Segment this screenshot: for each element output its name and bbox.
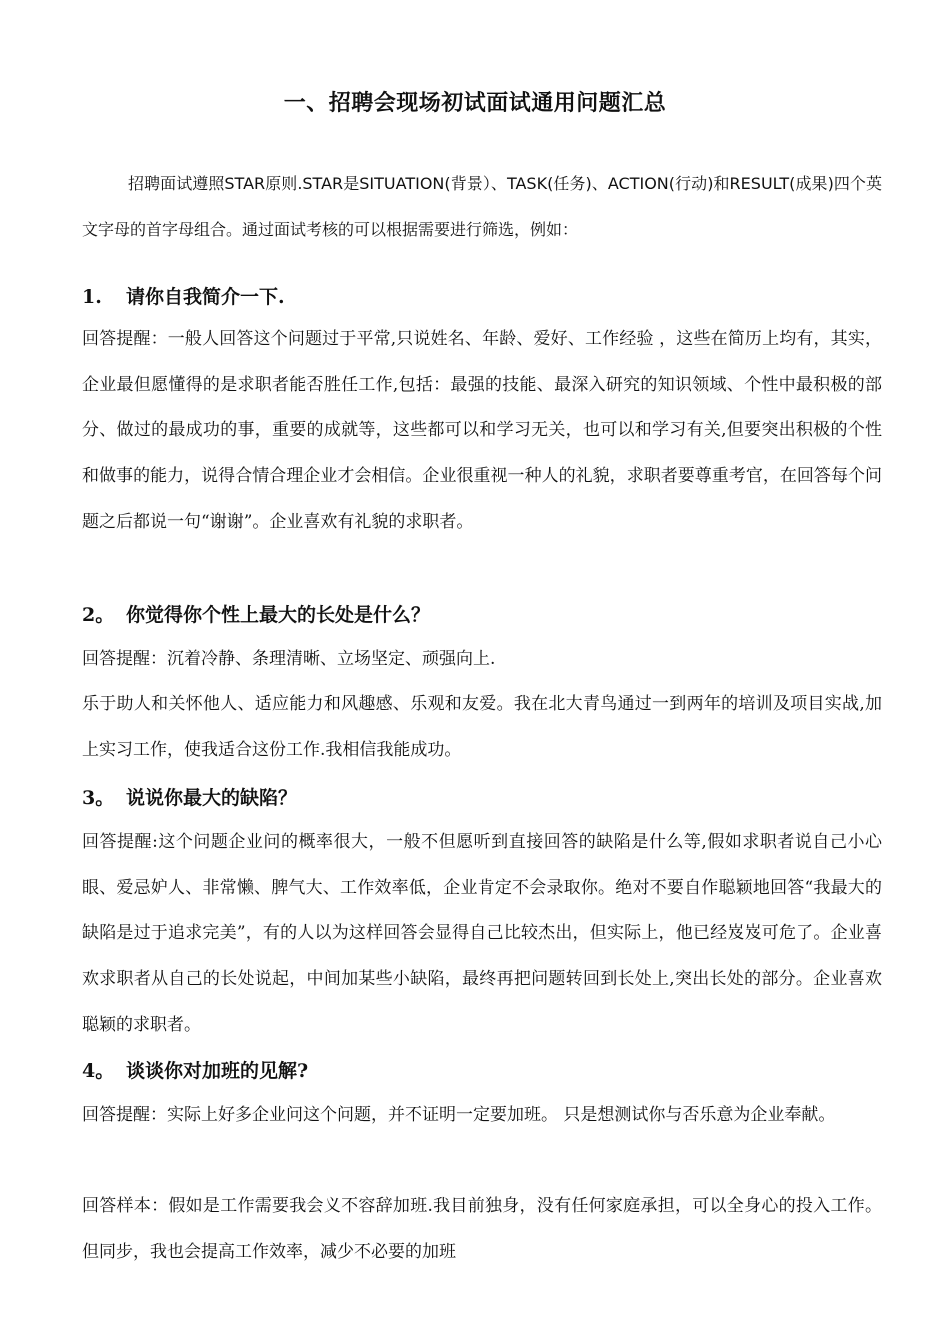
question-2-heading	[82, 600, 882, 630]
question-4-answer-sample: 回答样本：假如是工作需要我会义不容辞加班.我目前独身，没有任何家庭承担，可以全身心的投入工作。但同步，我也会提高工作效率，减少不必要的加班	[82, 1196, 882, 1262]
document-title: 一、招聘会现场初试面试通用问题汇总	[283, 90, 667, 116]
question-4-heading	[82, 1056, 882, 1086]
question-3-heading	[82, 783, 882, 813]
question-1-answer: 回答提醒：一般人回答这个问题过于平常,只说姓名、年龄、爱好、工作经验 ，这些在简历上均有，其实，企业最但愿懂得的是求职者能否胜任工作,包括：最强的技能、最深入研究的知识领域、个性中最积极的部分、做过的最成功的事，重要的成就等，这些都可以和学习无关，也可以和学习有关,但要突出积极的个性和做事的能力，说得合情合理企业才会相信。企业很重视一种人的礼貌，求职者要尊重考官，在回答每个问题之后都说一句“谢谢”。企业喜欢有礼貌的求职者。	[82, 329, 882, 532]
intro-paragraph: 招聘面试遵照STAR原则.STAR是SITUATION(背景）、TASK(任务)、ACTION(行动)和RESULT(成果)四个英文字母的首字母组合。通过面试考核的可以根据需要进行筛选，例如：	[82, 174, 882, 239]
question-number: 3。	[82, 787, 115, 809]
question-text: 说说你最大的缺陷？	[126, 787, 298, 809]
question-4-answer-hint: 回答提醒：实际上好多企业问这个问题，并不证明一定要加班。 只是想测试你与否乐意为企业奉献。	[82, 1105, 836, 1125]
question-2-answer-hint: 回答提醒：沉着冷静、条理清晰、立场坚定、顽强向上.	[82, 649, 496, 669]
question-number: 4。	[82, 1060, 115, 1082]
question-text: 请你自我简介一下.	[126, 286, 285, 308]
question-2-answer-detail: 乐于助人和关怀他人、适应能力和风趣感、乐观和友爱。我在北大青鸟通过一到两年的培训及项目实战,加上实习工作，使我适合这份工作.我相信我能成功。	[82, 694, 882, 760]
question-text: 谈谈你对加班的见解?	[126, 1060, 309, 1082]
question-1-heading	[82, 282, 882, 312]
question-3-answer: 回答提醒:这个问题企业问的概率很大，一般不但愿听到直接回答的缺陷是什么等,假如求职者说自己小心眼、爱忌妒人、非常懒、脾气大、工作效率低，企业肯定不会录取你。绝对不要自作聪颖地回答“我最大的缺陷是过于追求完美”，有的人以为这样回答会显得自己比较杰出，但实际上，他已经岌岌可危了。企业喜欢求职者从自己的长处说起，中间加某些小缺陷，最终再把问题转回到长处上,突出长处的部分。企业喜欢聪颖的求职者。	[82, 832, 882, 1035]
question-text: 你觉得你个性上最大的长处是什么？	[126, 604, 431, 626]
question-number: 1.	[82, 286, 102, 308]
question-number: 2。	[82, 604, 115, 626]
